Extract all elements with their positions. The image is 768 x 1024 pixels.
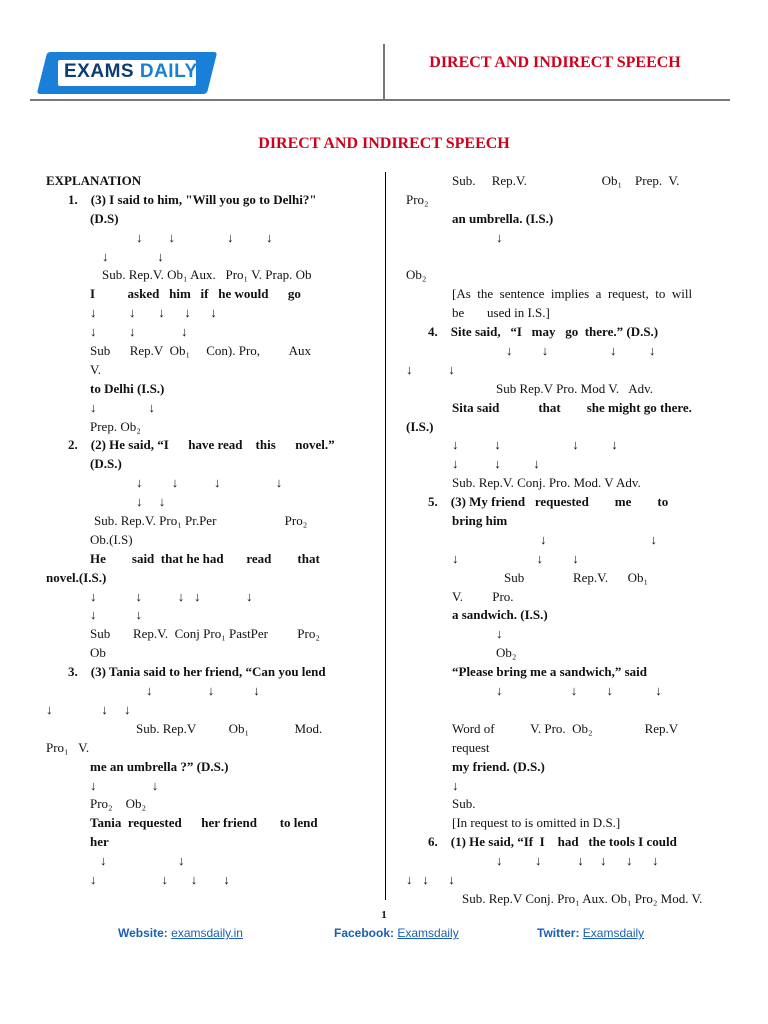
text-line: ↓ ↓ xyxy=(100,853,185,869)
logo-text: EXAMS DAILY xyxy=(64,61,198,82)
text-line: Sub Rep.V. Conj Pro₁ PastPer Pro₂ xyxy=(90,626,320,642)
text-line: 4. Site said, “I may go there.” (D.S.) xyxy=(428,324,659,340)
text-line: Pro₂ Ob₂ xyxy=(90,796,147,812)
right-column xyxy=(406,172,724,909)
text-line: (D.S) xyxy=(90,210,119,226)
text-line: [In request to is omitted in D.S.] xyxy=(452,815,621,831)
website-label: Website: xyxy=(118,926,168,940)
text-line: 1. (3) I said to him, "Will you go to Delhi?" xyxy=(68,191,317,207)
text-line: 2. (2) He said, “I have read this novel.” xyxy=(68,437,335,453)
text-line: ↓ ↓ ↓ ↓ xyxy=(90,871,230,887)
text-line: request xyxy=(452,739,490,755)
text-line: V. Pro. xyxy=(452,588,514,604)
text-line: Ob.(I.S) xyxy=(90,531,133,547)
text-line: Sub. Rep.V. Conj. Pro. Mod. V Adv. xyxy=(452,475,641,491)
text-line: Sita said that she might go there. xyxy=(452,399,692,415)
text-line: ↓ xyxy=(496,626,503,642)
text-line: Ob₂ xyxy=(496,645,517,661)
twitter-link[interactable]: Examsdaily xyxy=(582,926,645,940)
text-line: Ob₂ xyxy=(406,267,427,283)
text-line: ↓ ↓ ↓ xyxy=(406,871,455,887)
column-divider xyxy=(385,172,386,900)
text-line: 3. (3) Tania said to her friend, “Can you lend xyxy=(68,664,326,680)
website-link[interactable]: examsdaily.in xyxy=(171,926,243,940)
text-line: Pro₁ V. xyxy=(46,739,90,755)
text-line: “Please bring me a sandwich,” said xyxy=(452,664,648,680)
text-line: Sub. Rep.V. Ob₁ Prep. V. xyxy=(452,173,680,188)
text-line: ↓ ↓ ↓ ↓ ↓ ↓ xyxy=(496,853,659,869)
text-line: ↓ ↓ ↓ ↓ xyxy=(136,475,283,491)
text-line: Word of V. Pro. Ob₂ Rep.V xyxy=(452,720,679,736)
text-line: [As the sentence implies a request, to will xyxy=(452,286,693,302)
text-line: ↓ ↓ ↓ ↓ xyxy=(506,343,656,359)
text-line: (D.S.) xyxy=(90,456,122,472)
text-line: ↓ ↓ xyxy=(102,248,164,264)
text-line: Sub Rep.V. Ob₁ xyxy=(504,569,649,585)
text-line: ↓ ↓ ↓ ↓ xyxy=(136,229,273,245)
text-line: Pro₂ xyxy=(406,191,429,207)
text-line: 6. (1) He said, “If I had the tools I could xyxy=(428,834,677,850)
text-line: ↓ ↓ ↓ xyxy=(146,683,260,699)
text-line: my friend. (D.S.) xyxy=(452,758,545,774)
text-line: Sub Rep.V Pro. Mod V. Adv. xyxy=(496,380,653,396)
text-line: bring him xyxy=(452,513,508,529)
text-line: 5. (3) My friend requested me to xyxy=(428,494,669,510)
examsdaily-logo xyxy=(42,52,212,94)
text-line: me an umbrella ?” (D.S.) xyxy=(90,758,229,774)
text-line: ↓ ↓ ↓ ↓ ↓ xyxy=(90,588,253,604)
twitter-label: Twitter: xyxy=(537,926,580,940)
text-line: novel.(I.S.) xyxy=(46,569,107,585)
header-divider-vertical xyxy=(383,44,385,100)
footer-twitter xyxy=(537,926,644,940)
footer-facebook xyxy=(334,926,459,940)
footer-website xyxy=(118,926,243,940)
text-line: EXPLANATION xyxy=(46,173,142,188)
text-line: V. xyxy=(90,361,101,377)
text-line: ↓ ↓ ↓ xyxy=(452,456,540,472)
header-divider-horizontal xyxy=(30,99,730,101)
text-line: ↓ xyxy=(452,777,459,793)
text-line: Sub. Rep.V. Pro₁ Pr.Per Pro₂ xyxy=(94,513,308,529)
text-line: He said that he had read that xyxy=(90,550,320,566)
text-line: to Delhi (I.S.) xyxy=(90,380,165,396)
text-line: be used in I.S.] xyxy=(452,305,550,321)
text-line: ↓ ↓ ↓ xyxy=(452,550,579,566)
text-line: ↓ ↓ xyxy=(90,777,159,793)
text-line: Sub. Rep.V Ob₁ Mod. xyxy=(136,720,323,736)
text-line: Ob xyxy=(90,645,106,661)
text-line: Prep. Ob₂ xyxy=(90,418,141,434)
text-line: an umbrella. (I.S.) xyxy=(452,210,554,226)
text-line: ↓ ↓ ↓ ↓ xyxy=(496,683,662,699)
text-line: a sandwich. (I.S.) xyxy=(452,607,548,623)
left-column xyxy=(46,172,362,890)
text-line: ↓ ↓ xyxy=(406,361,455,377)
text-line: ↓ ↓ ↓ ↓ ↓ xyxy=(90,305,217,321)
text-line: ↓ xyxy=(496,229,503,245)
text-line xyxy=(406,248,724,267)
text-line: Tania requested her friend to lend xyxy=(90,815,318,831)
page-title: DIRECT AND INDIRECT SPEECH xyxy=(258,135,510,152)
facebook-label: Facebook: xyxy=(334,926,395,940)
text-line: ↓ ↓ xyxy=(136,494,166,510)
text-line: ↓ ↓ xyxy=(90,607,142,623)
text-line: Sub. Rep.V. Ob₁ Aux. Pro₁ V. Prap. Ob xyxy=(102,267,312,283)
text-line: (I.S.) xyxy=(406,418,434,434)
text-line xyxy=(406,701,724,720)
text-line: Sub Rep.V Ob₁ Con). Pro, Aux xyxy=(90,343,311,359)
text-line: I asked him if he would go xyxy=(90,286,301,302)
text-line: Sub. Rep.V Conj. Pro₁ Aux. Ob₁ Pro₂ Mod. V. xyxy=(462,890,703,906)
text-line: her xyxy=(90,834,109,850)
page-number: 1 xyxy=(381,909,387,921)
text-line: ↓ ↓ xyxy=(540,531,657,547)
text-line: Sub. xyxy=(452,796,476,812)
facebook-link[interactable]: Examsdaily xyxy=(397,926,459,940)
text-line: ↓ ↓ xyxy=(90,399,155,415)
header-title: DIRECT AND INDIRECT SPEECH xyxy=(429,54,681,71)
text-line: ↓ ↓ ↓ xyxy=(46,701,131,717)
text-line: ↓ ↓ ↓ xyxy=(90,324,188,340)
text-line: ↓ ↓ ↓ ↓ xyxy=(452,437,618,453)
